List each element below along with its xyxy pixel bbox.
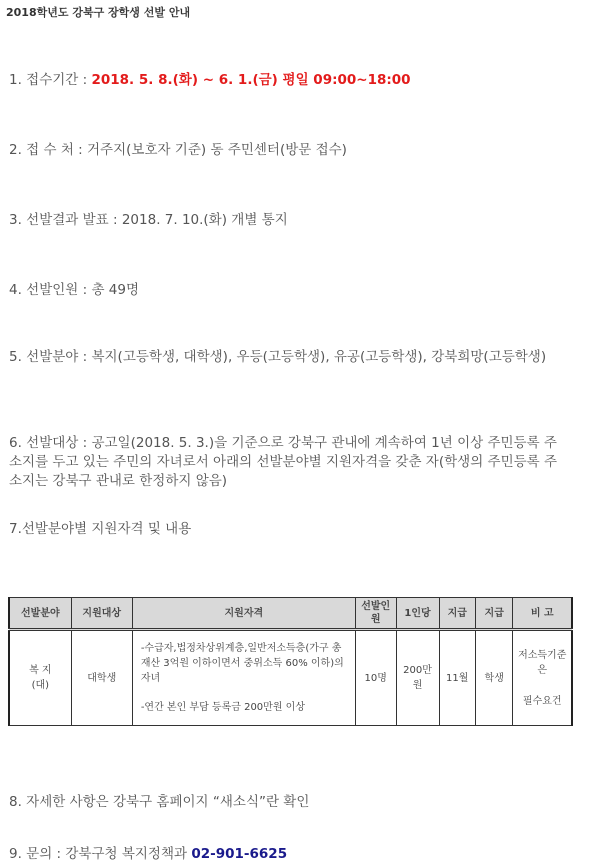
cell-pay-time: 11월 [439, 630, 475, 726]
header-count: 선발인원 [355, 598, 396, 630]
contact [9, 845, 569, 864]
application-place: 2. 접 수 처 : 거주지(보호자 기준) 동 주민센터(방문 접수) [9, 142, 347, 158]
note-2: 필수요건 [522, 695, 562, 707]
contact-label: 9. 문의 : 강북구청 복지정책과 [9, 846, 192, 862]
header-pay-to: 지급 [475, 598, 513, 630]
cell-note [513, 630, 572, 726]
cell-pay-to: 학생 [475, 630, 513, 726]
selection-target: 6. 선발대상 : 공고일(2018. 5. 3.)을 기준으로 강북구 관내에 계속하여 1년 이상 주민등록 주소지를 두고 있는 주민의 자녀로서 아래의 선발분야별 지원자격을 갖춘 자(학생의 주민등록 주소지는 강북구 관내로 한정하지 않음) [9, 435, 558, 489]
application-period [9, 71, 569, 90]
table-header-row [9, 598, 572, 630]
selection-fields: 5. 선발분야 : 복지(고등학생, 대학생), 우등(고등학생), 유공(고등학생), 강북희망(고등학생) [9, 349, 547, 365]
application-period-label: 1. 접수기간 : [9, 72, 92, 88]
note-1: 저소득기준은 [518, 649, 567, 676]
cell-amount: 200만원 [396, 630, 439, 726]
cell-field [9, 630, 71, 726]
table-row [9, 630, 572, 726]
cell-qualification [132, 630, 355, 726]
header-qualification: 지원자격 [132, 598, 355, 630]
application-period-value: 2018. 5. 8.(화) ~ 6. 1.(금) 평일 09:00~18:00 [91, 72, 411, 88]
cell-count: 10명 [355, 630, 396, 726]
section-7-heading: 7.선발분야별 지원자격 및 내용 [9, 521, 192, 537]
field-line-1: 복 지 [29, 665, 52, 676]
cell-target: 대학생 [71, 630, 132, 726]
qualification-table [8, 597, 573, 726]
qualification-1: -수급자,법정차상위계층,일반저소득층(가구 총 재산 3억원 이하이면서 중위소득 60% 이하)의 자녀 [140, 643, 344, 684]
selection-count: 4. 선발인원 : 총 49명 [9, 282, 140, 298]
header-target: 지원대상 [71, 598, 132, 630]
header-amount: 1인당 [396, 598, 439, 630]
field-line-2: (대) [31, 680, 50, 691]
header-field: 선발분야 [9, 598, 71, 630]
contact-phone: 02-901-6625 [191, 846, 288, 862]
header-note: 비 고 [513, 598, 572, 630]
qualification-2: -연간 본인 부담 등록금 200만원 이상 [140, 702, 305, 713]
page-title: 2018학년도 강북구 장학생 선발 안내 [6, 6, 191, 19]
header-pay-time: 지급 [439, 598, 475, 630]
more-info: 8. 자세한 사항은 강북구 홈페이지 “새소식”란 확인 [9, 794, 310, 810]
result-announcement: 3. 선발결과 발표 : 2018. 7. 10.(화) 개별 통지 [9, 212, 288, 228]
